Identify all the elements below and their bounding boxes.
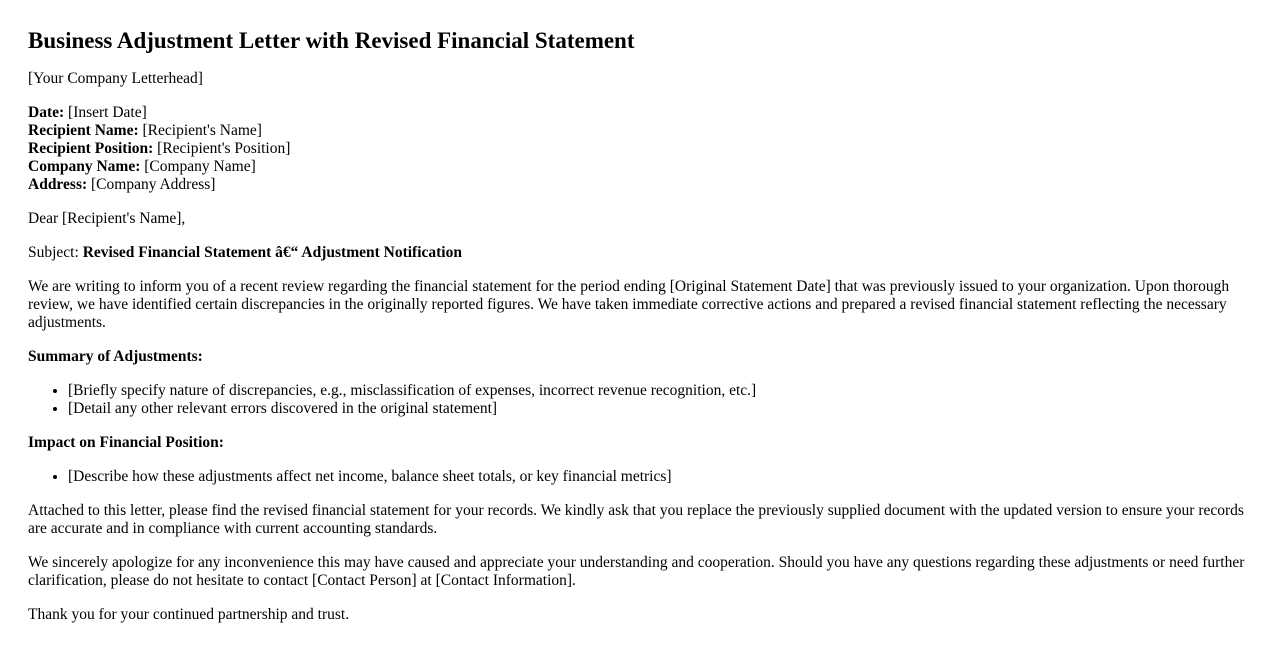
impact-list <box>28 468 1250 486</box>
subject-prefix: Subject: <box>28 244 83 261</box>
meta-recipient-position <box>28 140 1250 158</box>
meta-company-name-value: [Company Name] <box>140 158 256 175</box>
summary-heading: Summary of Adjustments: <box>28 348 203 365</box>
closing-line: Thank you for your continued partnership and trust. <box>28 606 350 623</box>
meta-date <box>28 104 1250 122</box>
summary-list <box>28 382 1250 418</box>
recipient-details <box>28 104 1250 194</box>
intro-paragraph: We are writing to inform you of a recent review regarding the financial statement for the period ending [Original Statement Date] that was previously issued to your organization. Upon thorough review, we have identified certain discrepancies in the originally reported figures. We have taken immediate corrective actions and prepared a revised financial statement reflecting the necessary adjustments. <box>28 278 1230 331</box>
meta-date-value: [Insert Date] <box>64 104 147 121</box>
list-item: • [Detail any other relevant errors discovered in the original statement] <box>68 400 1250 418</box>
page-title: Business Adjustment Letter with Revised Financial Statement <box>28 28 635 53</box>
list-item: • [Describe how these adjustments affect net income, balance sheet totals, or key financial metrics] <box>68 468 1250 486</box>
impact-heading: Impact on Financial Position: <box>28 434 224 451</box>
meta-address <box>28 176 1250 194</box>
meta-company-name-label: Company Name: <box>28 158 141 175</box>
subject-text: Revised Financial Statement â€“ Adjustment Notification <box>82 244 462 261</box>
meta-date-label: Date: <box>28 104 65 121</box>
meta-recipient-position-label: Recipient Position: <box>28 140 154 157</box>
apology-paragraph: We sincerely apologize for any inconvenience this may have caused and appreciate your understanding and cooperation. Should you have any questions regarding these adjustments or need further clarification, please do not hesitate to contact [Contact Person] at [Contact Information]. <box>28 554 1245 589</box>
meta-address-value: [Company Address] <box>87 176 216 193</box>
meta-recipient-name-label: Recipient Name: <box>28 122 139 139</box>
list-item: • [Briefly specify nature of discrepancies, e.g., misclassification of expenses, incorrect revenue recognition, etc.] <box>68 382 1250 400</box>
meta-recipient-name <box>28 122 1250 140</box>
attached-paragraph: Attached to this letter, please find the revised financial statement for your records. We kindly ask that you replace the previously supplied document with the updated version to ensure your records are accurate and in compliance with current accounting standards. <box>28 502 1244 537</box>
subject-line <box>28 244 1250 262</box>
letterhead: [Your Company Letterhead] <box>28 70 203 87</box>
meta-recipient-position-value: [Recipient's Position] <box>153 140 291 157</box>
meta-company-name <box>28 158 1250 176</box>
salutation: Dear [Recipient's Name], <box>28 210 186 227</box>
meta-address-label: Address: <box>28 176 88 193</box>
meta-recipient-name-value: [Recipient's Name] <box>138 122 262 139</box>
